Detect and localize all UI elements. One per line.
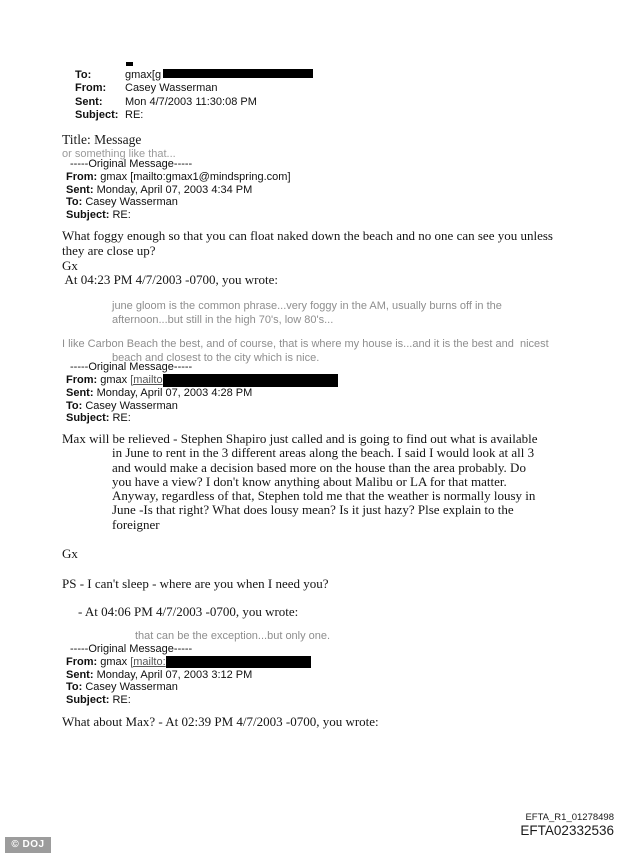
om2-sent: Sent: Monday, April 07, 2003 4:28 PM — [66, 386, 253, 399]
subject-value: RE: — [125, 109, 144, 122]
body2-line: in June to rent in the 3 different areas along the beach. I said I would look at all 3 — [112, 445, 535, 461]
header-row-to — [75, 69, 313, 82]
om2-subject: Subject: RE: — [66, 412, 131, 425]
signature: Gx — [62, 257, 78, 273]
original-message-1 — [66, 158, 291, 222]
om1-to: To: Casey Wasserman — [66, 196, 178, 209]
redaction-mark — [126, 62, 133, 66]
om2-from: From: gmax [mailto — [66, 374, 338, 387]
message-body-1 — [62, 229, 553, 288]
original-message-2 — [66, 361, 338, 425]
om1-sent: Sent: Monday, April 07, 2003 4:34 PM — [66, 183, 253, 196]
ps-line: PS - I can't sleep - where are you when I need you? — [62, 576, 329, 591]
quote1-line: june gloom is the common phrase...very foggy in the AM, usually burns off in the — [112, 300, 502, 312]
original-message-divider: -----Original Message----- — [70, 643, 193, 655]
sent-value: Mon 4/7/2003 11:30:08 PM — [125, 95, 257, 108]
header-row-from — [75, 82, 313, 95]
quote1-line: afternoon...but still in the high 70's, low 80's... — [112, 313, 334, 326]
redaction-bar — [163, 69, 313, 78]
body2-line: Max will be relieved - Stephen Shapiro just called and is going to find out what is available — [62, 431, 538, 446]
subject-label: Subject: — [75, 109, 119, 122]
quoted-text-3: that can be the exception...but only one. — [135, 630, 331, 642]
quote-intro: - At 04:06 PM 4/7/2003 -0700, you wrote: — [78, 604, 299, 619]
om2-to: To: Casey Wasserman — [66, 399, 178, 412]
body2-line: and would make a decision based more on the house than the area probably. Do — [112, 459, 526, 475]
mailto-link[interactable]: [mailto: — [130, 655, 166, 668]
mailto-link[interactable]: [mailto — [130, 373, 163, 386]
message-body-3: What about Max? - At 02:39 PM 4/7/2003 -0700, you wrote: — [62, 714, 379, 729]
message-title: Title: Message — [62, 132, 142, 147]
redaction-bar — [166, 656, 311, 668]
bates-line-2: EFTA02332536 — [520, 823, 614, 838]
quote-intro: At 04:23 PM 4/7/2003 -0700, you wrote: — [62, 272, 278, 288]
body2-line: you have a view? I don't know anything about Malibu or LA for that matter. — [112, 473, 507, 489]
email-header — [75, 69, 313, 123]
redaction-bar — [163, 374, 338, 387]
original-message-3 — [66, 643, 311, 707]
body1-line: they are close up? — [62, 242, 156, 258]
original-message-divider: -----Original Message----- — [70, 158, 193, 170]
body2-line: foreigner — [112, 516, 160, 532]
quote2-line: I like Carbon Beach the best, and of course, that is where my house is...and it is the best and nicest — [62, 338, 549, 350]
message-subtitle: or something like that... — [62, 148, 176, 160]
bates-line-1: EFTA_R1_01278498 — [525, 812, 614, 823]
om1-from: From: gmax [mailto:gmax1@mindspring.com] — [66, 170, 291, 183]
original-message-divider: -----Original Message----- — [70, 361, 193, 373]
from-value: Casey Wasserman — [125, 82, 218, 95]
header-row-subject — [75, 109, 313, 122]
om3-to: To: Casey Wasserman — [66, 681, 178, 694]
quote2-line: beach and closest to the city which is nice. — [112, 351, 320, 364]
om3-from: From: gmax [mailto: — [66, 656, 311, 669]
om3-subject: Subject: RE: — [66, 694, 131, 707]
body1-line: What foggy enough so that you can float naked down the beach and no one can see you unless — [62, 228, 553, 243]
to-label: To: — [75, 69, 92, 81]
om1-subject: Subject: RE: — [66, 209, 131, 222]
signature: Gx — [62, 546, 78, 561]
body2-line: Anyway, regardless of that, Stephen told me that the weather is normally lousy in — [112, 488, 536, 504]
om3-sent: Sent: Monday, April 07, 2003 3:12 PM — [66, 668, 253, 681]
from-label: From: — [75, 82, 107, 95]
message-body-2 — [62, 432, 537, 532]
body2-line: June -Is that right? What does lousy mean? Is it just hazy? Plse explain to the — [112, 502, 514, 518]
sent-label: Sent: — [75, 95, 103, 108]
to-value: gmax[g — [125, 69, 313, 82]
header-row-sent — [75, 96, 313, 109]
doj-watermark: © DOJ — [5, 837, 51, 853]
quoted-text-1 — [112, 300, 502, 327]
bates-numbers — [520, 812, 614, 838]
